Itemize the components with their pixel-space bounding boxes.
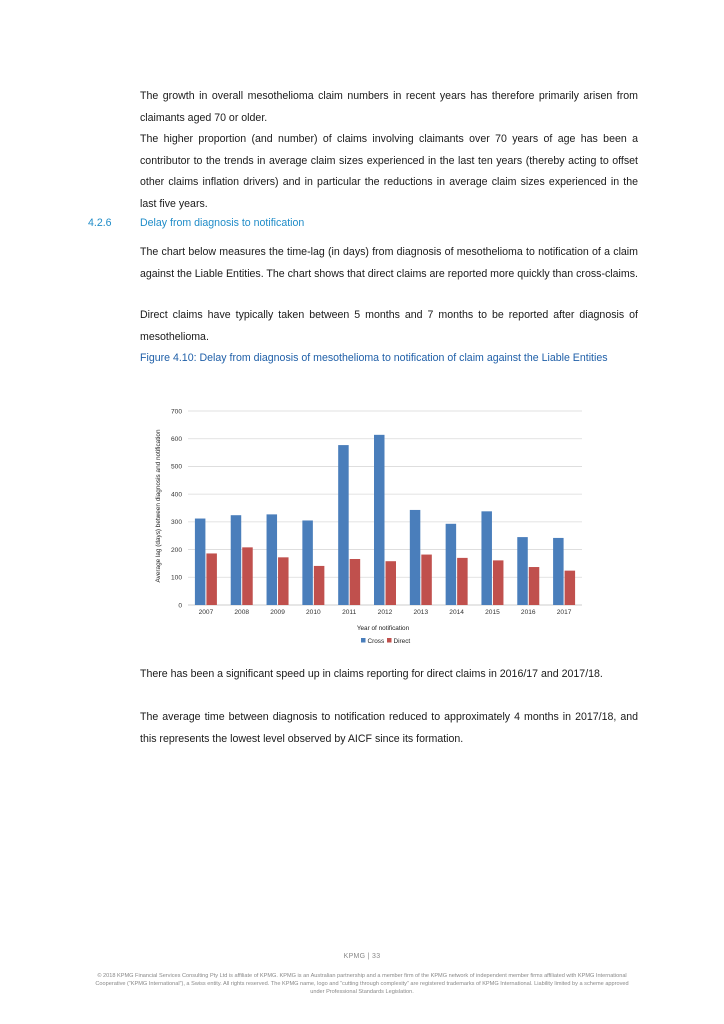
paragraph-claims-growth: The growth in overall mesothelioma claim numbers in recent years has therefore primarily arisen from claimants aged 70 or older.: [140, 90, 638, 124]
x-tick-label: 2014: [449, 609, 464, 616]
bar-direct-2010: [314, 566, 325, 605]
bar-cross-2010: [302, 520, 313, 605]
paragraph-speed-up: There has been a significant speed up in claims reporting for direct claims in 2016/17 and 2017/18.: [140, 668, 603, 680]
x-tick-label: 2013: [413, 609, 429, 616]
bar-direct-2012: [386, 561, 397, 605]
paragraph-claimant-age: The higher proportion (and number) of claims involving claimants over 70 years of age has been a contributor to the trends in average claim sizes experienced in the last ten years (thereby acting to offset other claims inflation drivers) and in particular the reductions in average claim sizes experienced in the last five years.: [140, 133, 638, 210]
bar-cross-2012: [374, 435, 385, 605]
x-tick-label: 2008: [234, 609, 250, 616]
y-tick-label: 500: [170, 463, 182, 471]
bar-cross-2011: [338, 445, 349, 605]
bar-cross-2008: [231, 515, 242, 605]
bar-direct-2011: [350, 559, 361, 605]
bar-cross-2007: [195, 519, 206, 605]
page-number: KPMG | 33: [343, 953, 381, 960]
section-number: 4.2.6: [88, 217, 112, 229]
y-axis-label: Average lag (days) between diagnosis and notification: [155, 429, 162, 583]
y-tick-label: 400: [170, 491, 182, 499]
bar-direct-2013: [421, 555, 432, 605]
y-tick-label: 300: [170, 519, 182, 527]
bar-cross-2017: [553, 538, 564, 605]
figure-caption: Figure 4.10: Delay from diagnosis of mesothelioma to notification of claim against the Liable Entities: [140, 352, 608, 364]
legal-notice: © 2018 KPMG Financial Services Consulting Pty Ltd is affiliate of KPMG. KPMG is an Australian partnership and a member firm of the KPMG network of independent member firms affiliated with KPMG International Cooperative (“KPMG International”), a Swiss entity. All rights reserved. The KPMG name, logo and “cutting through complexity” are registered trademarks of KPMG International. Liability limited by a scheme approved under Professional Standards Legislation.: [95, 973, 629, 995]
y-tick-label: 0: [178, 602, 182, 610]
x-tick-label: 2016: [520, 609, 536, 616]
x-tick-label: 2011: [342, 609, 357, 616]
bar-cross-2014: [446, 524, 457, 605]
x-tick-label: 2015: [485, 609, 500, 616]
x-tick-label: 2012: [377, 609, 393, 616]
x-tick-label: 2007: [198, 609, 214, 616]
chart-legend: [361, 638, 410, 645]
paragraph-average-time: The average time between diagnosis to notification reduced to approximately 4 months in 2017/18, and this represents the lowest level observed by AICF since its formation.: [140, 711, 638, 745]
y-tick-label: 200: [170, 546, 182, 554]
bar-direct-2009: [278, 557, 289, 605]
x-tick-label: 2009: [270, 609, 285, 616]
bar-cross-2015: [481, 511, 492, 605]
bar-chart: [148, 398, 588, 654]
y-axis-ticks: [171, 408, 182, 609]
bar-direct-2017: [565, 571, 576, 605]
x-axis-label: Year of notification: [356, 625, 410, 632]
y-tick-label: 700: [170, 408, 182, 416]
bar-direct-2008: [242, 547, 253, 605]
legend-swatch-cross: [361, 638, 366, 643]
legend-swatch-direct: [387, 638, 392, 643]
paragraph-chart-intro: The chart below measures the time-lag (in days) from diagnosis of mesothelioma to notification of a claim against the Liable Entities. The chart shows that direct claims are reported more quickly than cross-claims.: [140, 246, 638, 280]
x-tick-label: 2010: [306, 609, 321, 616]
legend-label-cross: Cross: [367, 638, 385, 645]
y-tick-label: 100: [170, 574, 182, 582]
bar-direct-2015: [493, 560, 504, 605]
section-title: Delay from diagnosis to notification: [140, 217, 305, 229]
bar-cross-2009: [267, 514, 278, 605]
paragraph-direct-claims: Direct claims have typically taken between 5 months and 7 months to be reported after diagnosis of mesothelioma.: [140, 309, 638, 343]
chart-bars: [195, 435, 575, 605]
x-tick-label: 2017: [556, 609, 572, 616]
bar-direct-2016: [529, 567, 540, 605]
bar-cross-2016: [517, 537, 528, 605]
bar-direct-2007: [206, 553, 217, 605]
x-axis-ticks: [199, 609, 572, 616]
y-tick-label: 600: [170, 436, 182, 444]
bar-cross-2013: [410, 510, 421, 605]
legend-label-direct: Direct: [393, 638, 411, 645]
bar-direct-2014: [457, 558, 468, 605]
